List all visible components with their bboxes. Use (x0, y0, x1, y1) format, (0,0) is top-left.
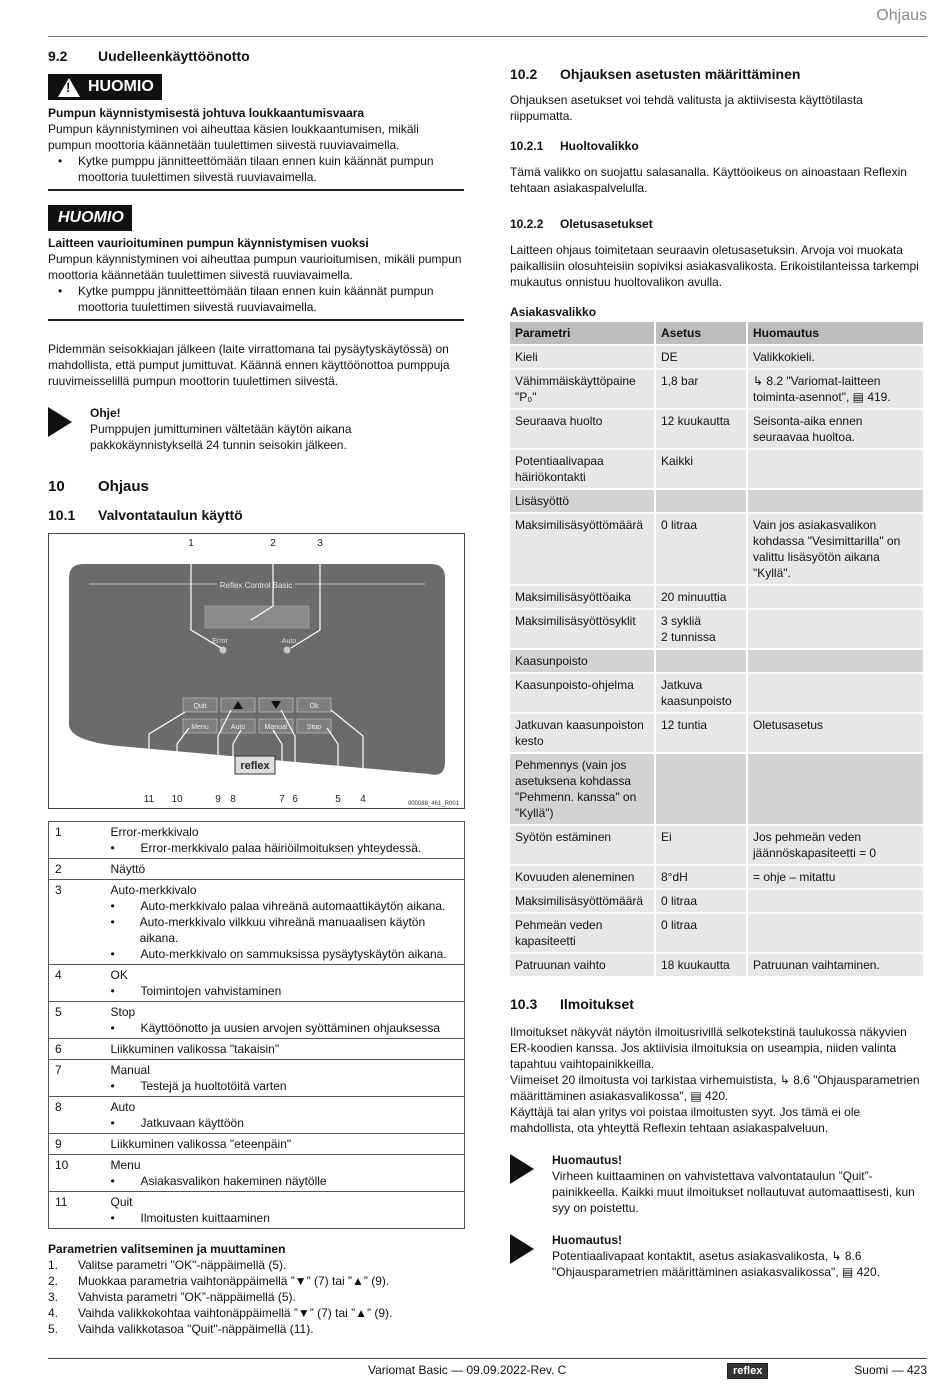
table-row (510, 346, 923, 368)
legend-row (49, 1154, 465, 1191)
heading-10: 10 Ohjaus (48, 477, 149, 495)
note-contacts: Huomautus! Potentiaalivapaat kontaktit, asetus asiakasvalikosta, ↳ 8.6 "Ohjausparametrien määrittäminen asiakasvalikossa", ▤ 420. (510, 1232, 927, 1280)
legend-sub-item: • Käyttöönotto ja uusien arvojen syöttäminen ohjauksessa (110, 1020, 441, 1035)
legend-sub-item: • Asiakasvalikon hakeminen näytölle (110, 1173, 327, 1188)
paragraph-restart: Pidemmän seisokkiajan jälkeen (laite virrattomana tai pysäytyskäytössä) on mahdollista, että pumput jumittuvat. Käännä ennen käyttöönottoa pumppuja ruuvimeisselillä pumpun moottorin tuulettimen siivestä. (48, 341, 450, 388)
menu-button-label: Menu (191, 723, 209, 731)
cell-parameter: Potentiaalivapaa häiriökontakti (510, 450, 654, 488)
play-arrow-icon (48, 407, 72, 437)
cell-setting (656, 490, 746, 512)
warning-triangle-icon (58, 78, 80, 97)
table-row (510, 450, 923, 488)
control-panel-illustration (49, 534, 466, 810)
footer-doc: Variomat Basic — 09.09.2022-Rev. C (368, 1363, 567, 1377)
table-row (510, 890, 923, 912)
callout-10: 10 (171, 793, 183, 805)
ok-button-label: Ok (309, 702, 319, 710)
callout-11: 11 (143, 793, 155, 805)
callout-4: 4 (360, 793, 366, 805)
paragraph-10-3-a: Ilmoitukset näkyvät näytön ilmoitusrivillä selkotekstinä taulukossa näkyvien ER-koodien kanssa. Jos aktiivisia ilmoituksia on useampia, niiden valinta tapahtuu vaihtopainikkeilla. (510, 1025, 907, 1071)
control-panel-figure (48, 533, 465, 809)
table-row (510, 714, 923, 752)
legend-label: OK (110, 967, 128, 982)
cell-parameter: Pehmeän veden kapasiteetti (510, 914, 654, 952)
table-row (510, 866, 923, 888)
cell-setting: DE (656, 346, 746, 368)
panel-brand-text: Reflex Control Basic (219, 580, 293, 590)
warning-bullet: • Kytke pumppu jännitteettömään tilaan ennen kuin käännät pumpun moottoria tuulettimen siivestä ruuviavaimella. (58, 283, 434, 314)
legend-row (49, 1001, 465, 1038)
legend-label: Quit (110, 1194, 133, 1209)
legend-row (49, 1191, 465, 1228)
legend-label: Error-merkkivalo (110, 824, 199, 839)
steps-list (48, 1257, 464, 1337)
cell-note (748, 450, 923, 488)
legend-number: 10 (49, 1154, 105, 1191)
footer-page: Suomi — 423 (854, 1363, 927, 1377)
legend-number: 11 (49, 1191, 105, 1228)
warning-title: Pumpun käynnistymisestä johtuva loukkaantumisvaara (48, 105, 365, 120)
table-group-row (510, 754, 923, 824)
legend-row (49, 1038, 465, 1059)
legend-sub-item: • Auto-merkkivalo palaa vihreänä automaattikäytön aikana. (110, 898, 446, 913)
callout-8: 8 (230, 793, 236, 805)
callout-9: 9 (215, 793, 221, 805)
cell-note (748, 754, 923, 824)
notice-badge: HUOMIO (48, 205, 132, 231)
step-item: 2. Muokkaa parametria vaihtonäppäimellä ”▼” (7) tai ”▲” (9). (48, 1273, 390, 1288)
warning-badge: ! HUOMIO (48, 74, 162, 100)
col-header-setting: Asetus (656, 322, 746, 344)
cell-setting: 0 litraa (656, 890, 746, 912)
cell-parameter: Pehmennys (vain jos asetuksena kohdassa "Pehmenn. kanssa" on "Kyllä") (510, 754, 654, 824)
quit-button-label: Quit (193, 702, 207, 710)
left-column (48, 48, 464, 1337)
cell-setting: Kaikki (656, 450, 746, 488)
legend-number: 7 (49, 1059, 105, 1096)
table-row (510, 610, 923, 648)
legend-row (49, 964, 465, 1001)
cell-setting: 12 kuukautta (656, 410, 746, 448)
auto-led (284, 646, 291, 653)
cell-note: Seisonta-aika ennen seuraavaa huoltoa. (748, 410, 923, 448)
heading-10-2: 10.2 Ohjauksen asetusten määrittäminen (510, 66, 801, 82)
customer-menu-table (508, 320, 925, 978)
cell-parameter: Kieli (510, 346, 654, 368)
callout-2: 2 (270, 537, 276, 549)
cell-parameter: Kovuuden aleneminen (510, 866, 654, 888)
display-screen (205, 606, 309, 628)
legend-sub-item: • Error-merkkivalo palaa häiriöilmoituksen yhteydessä. (110, 840, 422, 855)
legend-number: 2 (49, 858, 105, 879)
legend-label: Menu (110, 1157, 141, 1172)
legend-number: 1 (49, 821, 105, 858)
warning-text: Pumpun käynnistyminen voi aiheuttaa pumpun vaurioitumisen, mikäli pumpun moottoria käännetään tuulettimen siivestä ruuviavaimella. (48, 251, 462, 282)
cell-note (748, 914, 923, 952)
legend-label: Stop (110, 1004, 136, 1019)
callout-6: 6 (292, 793, 298, 805)
legend-label: Auto (110, 1099, 136, 1114)
cell-setting (656, 650, 746, 672)
heading-9-2: 9.2 Uudelleenkäyttöönotto (48, 48, 250, 64)
callout-7: 7 (279, 793, 285, 805)
legend-number: 4 (49, 964, 105, 1001)
panel-legend-table (48, 821, 465, 1229)
play-arrow-icon (510, 1234, 534, 1264)
legend-label: Näyttö (110, 861, 146, 876)
table-row (510, 674, 923, 712)
cell-parameter: Kaasunpoisto (510, 650, 654, 672)
heading-10-2-2: 10.2.2 Oletusasetukset (510, 217, 653, 231)
warning-damage (48, 205, 464, 321)
cell-note (748, 610, 923, 648)
paragraph-10-2: Ohjauksen asetukset voi tehdä valitusta ja aktiivisesta käyttötilasta riippumatta. (510, 93, 863, 123)
footer-rule (48, 1358, 927, 1359)
play-arrow-icon (510, 1154, 534, 1184)
header-rule (48, 36, 927, 37)
col-header-parameter: Parametri (510, 322, 654, 344)
cell-setting: 8°dH (656, 866, 746, 888)
cell-note: Oletusasetus (748, 714, 923, 752)
manual-button-label: Manual (264, 723, 288, 731)
table-row (510, 586, 923, 608)
legend-sub-item: • Toimintojen vahvistaminen (110, 983, 282, 998)
warning-title: Laitteen vaurioituminen pumpun käynnistymisen vuoksi (48, 235, 369, 250)
heading-10-1: 10.1 Valvontataulun käyttö (48, 506, 243, 523)
step-item: 4. Vaihda valikkokohtaa vaihtonäppäimellä ”▼” (7) tai ”▲” (9). (48, 1305, 393, 1320)
cell-note (748, 890, 923, 912)
footer-logo (727, 1362, 768, 1379)
reflex-logo: reflex (727, 1363, 768, 1379)
note-quit: Huomautus! Virheen kuittaaminen on vahvistettava valvontataulun ”Quit”-painikkeella. Kaikki muut ilmoitukset nollautuvat automaattisesti, kun syy on poistettu. (510, 1152, 927, 1216)
col-header-note: Huomautus (748, 322, 923, 344)
cell-parameter: Seuraava huolto (510, 410, 654, 448)
cell-parameter: Vähimmäiskäyttöpaine "P₀" (510, 370, 654, 408)
table-group-row (510, 650, 923, 672)
cell-setting: 12 tuntia (656, 714, 746, 752)
cell-parameter: Kaasunpoisto-ohjelma (510, 674, 654, 712)
warning-injury (48, 74, 464, 191)
table-header-row (510, 322, 923, 344)
cell-note: ↳ 8.2 "Variomat-laitteen toiminta-asennot", ▤ 419. (748, 370, 923, 408)
legend-sub-item: • Testejä ja huoltotöitä varten (110, 1078, 287, 1093)
table-row (510, 954, 923, 976)
table-row (510, 826, 923, 864)
cell-parameter: Jatkuvan kaasunpoiston kesto (510, 714, 654, 752)
paragraph-10-2-2: Laitteen ohjaus toimitetaan seuraavin oletusasetuksin. Arvoja voi muokata paikallisiin olosuhteisiin sopiviksi asiakasvalikosta. Erikoistilanteissa tarkempi mukautus onnistuu huoltovalikon avulla. (510, 243, 919, 289)
legend-label: Auto-merkkivalo (110, 882, 197, 897)
table-row (510, 370, 923, 408)
warning-bullet: • Kytke pumppu jännitteettömään tilaan ennen kuin käännät pumpun moottoria tuulettimen siivestä ruuviavaimella. (58, 153, 434, 184)
callout-5: 5 (335, 793, 341, 805)
callout-1: 1 (188, 537, 194, 549)
error-led-label: Error (212, 637, 228, 645)
legend-label: Liikkuminen valikossa "eteenpäin" (110, 1136, 292, 1151)
auto-led-label: Auto (281, 637, 297, 645)
step-item: 1. Valitse parametri "OK"-näppäimellä (5). (48, 1257, 287, 1272)
stop-button-label: Stop (306, 723, 322, 731)
heading-10-2-1: 10.2.1 Huoltovalikko (510, 139, 639, 153)
cell-note: Patruunan vaihtaminen. (748, 954, 923, 976)
cell-setting: 1,8 bar (656, 370, 746, 408)
cell-parameter: Lisäsyöttö (510, 490, 654, 512)
cell-note (748, 674, 923, 712)
cell-parameter: Syötön estäminen (510, 826, 654, 864)
legend-row (49, 879, 465, 964)
legend-row (49, 1059, 465, 1096)
cell-note: Valikkokieli. (748, 346, 923, 368)
table-row (510, 914, 923, 952)
legend-number: 3 (49, 879, 105, 964)
reflex-logo-text: reflex (240, 759, 270, 772)
legend-row (49, 1096, 465, 1133)
cell-setting: Ei (656, 826, 746, 864)
paragraph-10-2-1: Tämä valikko on suojattu salasanalla. Käyttöoikeus on ainoastaan Reflexin tehtaan asiakaspalvelulla. (510, 165, 907, 195)
paragraph-10-3-b: Viimeiset 20 ilmoitusta voi tarkistaa virhemuistista, ↳ 8.6 "Ohjausparametrien määrittäminen asiakasvalikossa", ▤ 420. (510, 1073, 920, 1103)
table-title: Asiakasvalikko (510, 305, 597, 319)
cell-setting: 0 litraa (656, 514, 746, 584)
cell-setting: Jatkuva kaasunpoisto (656, 674, 746, 712)
cell-setting: 0 litraa (656, 914, 746, 952)
heading-10-3: 10.3 Ilmoitukset (510, 996, 634, 1012)
auto-button-label: Auto (230, 723, 246, 731)
table-group-row (510, 490, 923, 512)
cell-note (748, 586, 923, 608)
cell-parameter: Maksimilisäsyöttömäärä (510, 514, 654, 584)
steps-title: Parametrien valitseminen ja muuttaminen (48, 1241, 286, 1256)
warning-text: Pumpun käynnistyminen voi aiheuttaa käsien loukkaantumisen, mikäli pumpun moottoria käännetään tuulettimen siivestä ruuviavaimella. (48, 121, 419, 152)
cell-note: Jos pehmeän veden jäännöskapasiteetti = 0 (748, 826, 923, 864)
cell-note (748, 490, 923, 512)
cell-note (748, 650, 923, 672)
cell-parameter: Maksimilisäsyöttösyklit (510, 610, 654, 648)
legend-number: 5 (49, 1001, 105, 1038)
panel-body (69, 564, 445, 775)
legend-sub-item: • Auto-merkkivalo vilkkuu vihreänä manuaalisen käytön aikana. (110, 914, 426, 945)
legend-label: Manual (110, 1062, 150, 1077)
cell-setting: 3 sykliä 2 tunnissa (656, 610, 746, 648)
callout-3: 3 (317, 537, 323, 549)
legend-number: 6 (49, 1038, 105, 1059)
legend-label: Liikkuminen valikossa "takaisin" (110, 1041, 280, 1056)
legend-sub-item: • Jatkuvaan käyttöön (110, 1115, 244, 1130)
tip-note: Ohje! Pumppujen jumittuminen vältetään käytön aikana pakkokäynnistyksellä 24 tunnin seisokin jälkeen. (48, 405, 464, 453)
table-row (510, 514, 923, 584)
section-header-label: Ohjaus (876, 7, 927, 24)
cell-setting (656, 754, 746, 824)
legend-row (49, 1133, 465, 1154)
cell-note: Vain jos asiakasvalikon kohdassa "Vesimittarilla" on valittu lisäsyötön aikana "Kyllä". (748, 514, 923, 584)
step-item: 5. Vaihda valikkotasoa "Quit"-näppäimellä (11). (48, 1321, 314, 1336)
cell-setting: 20 minuuttia (656, 586, 746, 608)
legend-row (49, 821, 465, 858)
legend-sub-item: • Auto-merkkivalo on sammuksissa pysäytyskäytön aikana. (110, 946, 447, 961)
cell-setting: 18 kuukautta (656, 954, 746, 976)
cell-parameter: Maksimilisäsyöttömäärä (510, 890, 654, 912)
cell-note: = ohje – mitattu (748, 866, 923, 888)
right-column (510, 66, 927, 1280)
legend-number: 9 (49, 1133, 105, 1154)
step-item: 3. Vahvista parametri ”OK”-näppäimellä (5). (48, 1289, 296, 1304)
figure-reference: 000088_461_R001 (407, 800, 459, 807)
legend-number: 8 (49, 1096, 105, 1133)
cell-parameter: Maksimilisäsyöttöaika (510, 586, 654, 608)
legend-row (49, 858, 465, 879)
table-row (510, 410, 923, 448)
cell-parameter: Patruunan vaihto (510, 954, 654, 976)
legend-sub-item: • Ilmoitusten kuittaaminen (110, 1210, 270, 1225)
paragraph-10-3-c: Käyttäjä tai alan yritys voi poistaa ilmoitusten syyt. Jos tämä ei ole mahdollista, ota yhteyttä Reflexin tehtaan asiakaspalveluun. (510, 1105, 861, 1135)
